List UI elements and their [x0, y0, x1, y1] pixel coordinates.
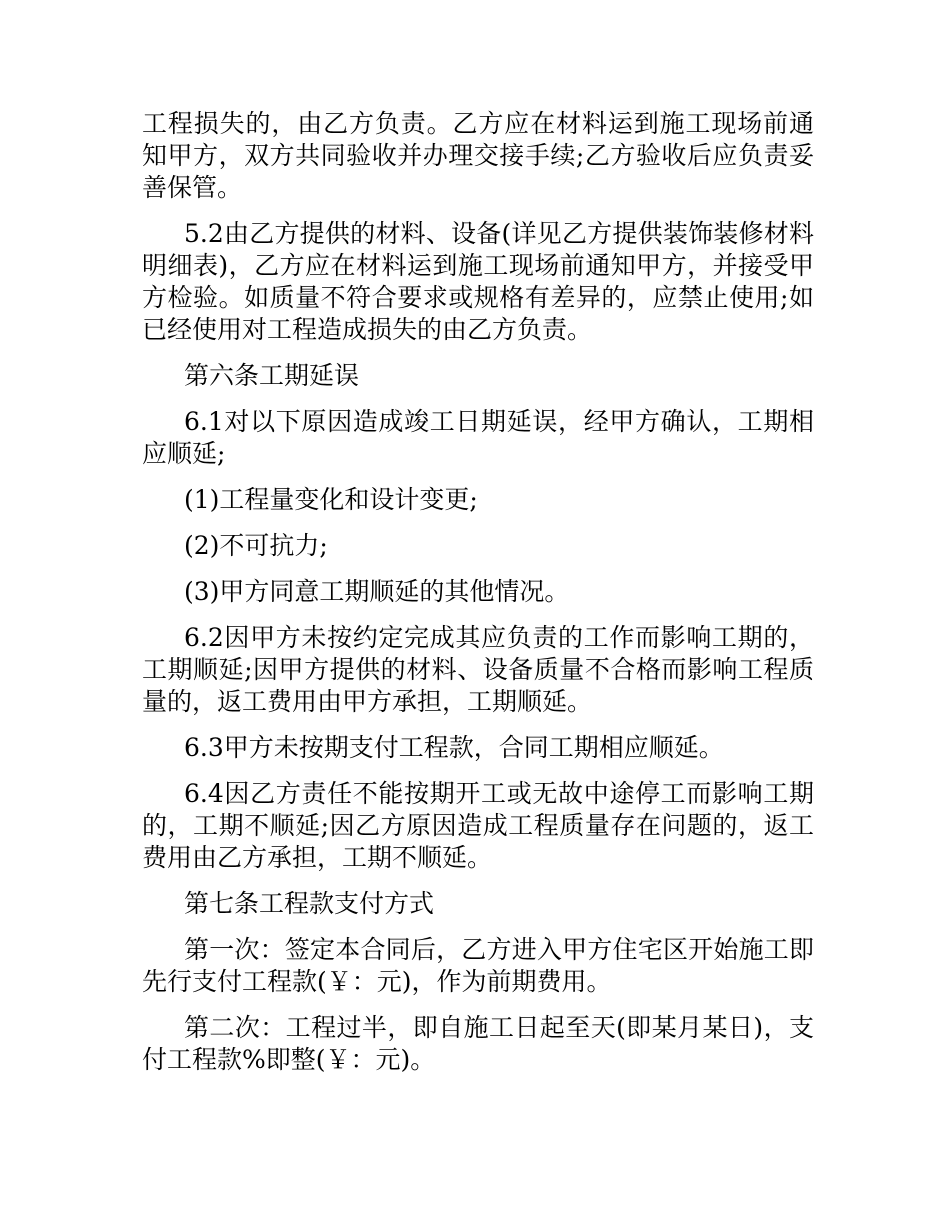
paragraph: 工程损失的，由乙方负责。乙方应在材料运到施工现场前通知甲方，双方共同验收并办理交接手续;乙方验收后应负责妥善保管。	[142, 109, 814, 202]
paragraph: 第二次：工程过半，即自施工日起至天(即某月某日)，支付工程款%即整(￥：元)。	[142, 1013, 814, 1074]
document-body	[142, 108, 814, 1090]
list-item: (2)不可抗力;	[184, 531, 328, 560]
section-heading: 第六条工期延误	[184, 361, 360, 390]
paragraph: 第一次：签定本合同后，乙方进入甲方住宅区开始施工即先行支付工程款(￥：元)，作为前期费用。	[142, 935, 814, 996]
paragraph: 5.2由乙方提供的材料、设备(详见乙方提供装饰装修材料明细表)，乙方应在材料运到施工现场前通知甲方，并接受甲方检验。如质量不符合要求或规格有差异的，应禁止使用;如已经使用对工程造成损失的由乙方负责。	[142, 219, 814, 344]
paragraph: 6.2因甲方未按约定完成其应负责的工作而影响工期的，工期顺延;因甲方提供的材料、设备质量不合格而影响工程质量的，返工费用由甲方承担，工期顺延。	[142, 623, 814, 716]
section-heading: 第七条工程款支付方式	[184, 889, 435, 918]
list-item: (3)甲方同意工期顺延的其他情况。	[184, 577, 570, 606]
paragraph: 6.1对以下原因造成竣工日期延误，经甲方确认，工期相应顺延;	[142, 407, 814, 468]
list-item: (1)工程量变化和设计变更;	[184, 485, 478, 514]
paragraph: 6.3甲方未按期支付工程款，合同工期相应顺延。	[184, 733, 724, 762]
paragraph: 6.4因乙方责任不能按期开工或无故中途停工而影响工期的，工期不顺延;因乙方原因造成工程质量存在问题的，返工费用由乙方承担，工期不顺延。	[142, 779, 814, 872]
